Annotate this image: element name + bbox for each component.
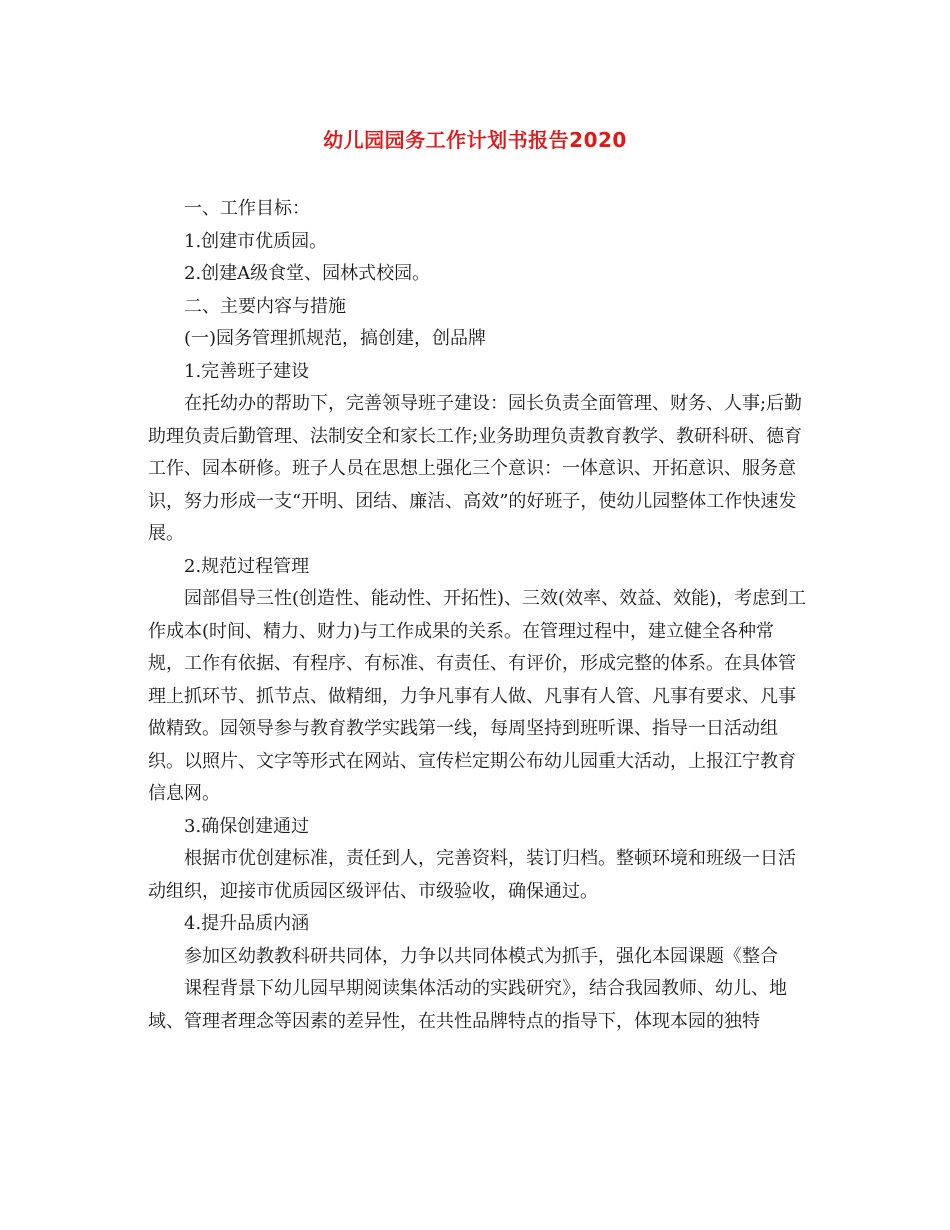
- subsection-heading: (一)园务管理抓规范，搞创建，创品牌: [184, 328, 487, 349]
- section-heading: 一、工作目标：: [184, 198, 310, 219]
- section-heading: 二、主要内容与措施: [184, 295, 346, 317]
- item-heading: 3.确保创建通过: [184, 815, 310, 837]
- body-paragraph: 根据市优创建标准，责任到人，完善资料，装订归档。整顿环境和班级一日活动组织，迎接市优质园区级评估、市级验收，确保通过。: [148, 848, 796, 902]
- body-paragraph: 园部倡导三性(创造性、能动性、开拓性)、三效(效率、效益、效能)，考虑到工作成本(时间、精力、财力)与工作成果的关系。在管理过程中，建立健全各种常规，工作有依据、有程序、有标准、有责任、有评价，形成完整的体系。在具体管理上抓环节、抓节点、做精细，力争凡事有人做、凡事有人管、凡事有要求、凡事做精致。园领导参与教育教学实践第一线，每周坚持到班听课、指导一日活动组织。以照片、文字等形式在网站、宣传栏定期公布幼儿园重大活动，上报江宁教育信息网。: [148, 588, 807, 804]
- item-heading: 2.规范过程管理: [184, 555, 310, 577]
- list-item: 1.创建市优质园。: [184, 230, 328, 252]
- body-paragraph: 课程背景下幼儿园早期阅读集体活动的实践研究》，结合我园教师、幼儿、地域、管理者理念等因素的差异性，在共性品牌特点的指导下，体现本园的独特: [148, 978, 787, 1032]
- item-heading: 1.完善班子建设: [184, 360, 310, 382]
- list-item: 2.创建A级食堂、园林式校园。: [184, 263, 431, 284]
- document-title: 幼儿园园务工作计划书报告2020: [323, 128, 627, 152]
- document-body: [148, 193, 808, 1038]
- body-paragraph: 在托幼办的帮助下，完善领导班子建设：园长负责全面管理、财务、人事;后勤助理负责后勤管理、法制安全和家长工作;业务助理负责教育教学、教研科研、德育工作、园本研修。班子人员在思想上强化三个意识：一体意识、开拓意识、服务意识，努力形成一支“开明、团结、廉洁、高效”的好班子，使幼儿园整体工作快速发展。: [148, 393, 803, 544]
- body-paragraph: 参加区幼教教科研共同体，力争以共同体模式为抓手，强化本园课题《整合: [184, 945, 778, 967]
- item-heading: 4.提升品质内涵: [184, 913, 310, 934]
